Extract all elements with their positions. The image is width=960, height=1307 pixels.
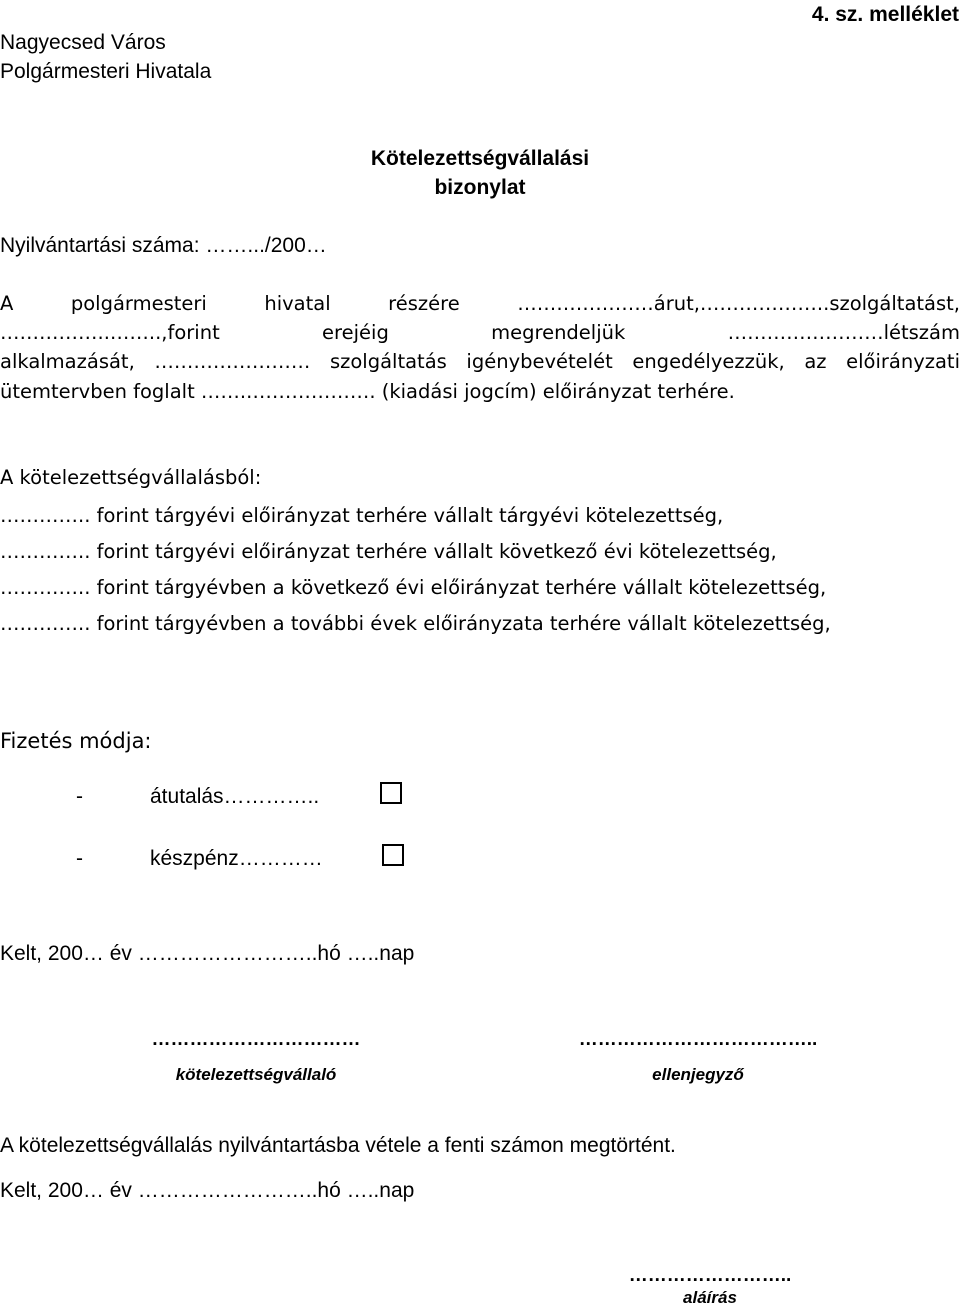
organization-office: Polgármesteri Hivatala xyxy=(0,60,212,83)
payment-heading: Fizetés módja: xyxy=(0,729,152,753)
signature-label-commitment-maker: kötelezettségvállaló xyxy=(175,1065,337,1084)
commitment-item: ………….. forint tárgyévben a további évek előirányzata terhére vállalt kötelezettség, xyxy=(0,612,831,635)
signature-label-countersigner: ellenjegyző xyxy=(652,1065,744,1084)
registration-note: A kötelezettségvállalás nyilvántartásba vétele a fenti számon megtörtént. xyxy=(0,1134,676,1157)
date-line: Kelt, 200… év ……………………..hó …..nap xyxy=(0,1179,415,1202)
intro-line-3: alkalmazását, …………………… szolgáltatás igénybevételét engedélyezzük, az előirányzati xyxy=(0,350,960,373)
document-title: Kötelezettségvállalási xyxy=(370,147,590,170)
commitments-heading: A kötelezettségvállalásból: xyxy=(0,466,262,489)
final-signature-label: aláírás xyxy=(683,1288,737,1307)
cash-checkbox[interactable] xyxy=(382,844,404,866)
final-signature-line: …………………….. xyxy=(628,1265,792,1286)
registry-number: Nyilvántartási száma: …….../200… xyxy=(0,234,327,257)
intro-line-1: A polgármesteri hivatal részére …………………árut,………………..szolgáltatást, xyxy=(0,292,960,315)
document-subtitle: bizonylat xyxy=(434,176,526,199)
intro-line-4: ütemtervben foglalt ……..………………. (kiadási jogcím) előirányzat terhére. xyxy=(0,380,735,403)
intro-line-2: ……………..……..,forint erejéig megrendeljük ……………………létszám xyxy=(0,321,960,344)
transfer-checkbox[interactable] xyxy=(380,782,402,804)
annex-label: 4. sz. melléklet xyxy=(811,3,959,26)
commitment-item: ………….. forint tárgyévben a következő évi előirányzat terhére vállalt kötelezettség, xyxy=(0,576,827,599)
signature-line-right: ……………………………….. xyxy=(578,1029,818,1050)
signature-line-left: …………………………… xyxy=(151,1029,361,1050)
organization-name: Nagyecsed Város xyxy=(0,31,166,54)
option-dash: - xyxy=(76,847,83,870)
cash-option-label: készpénz………… xyxy=(150,847,323,870)
commitment-item: ………….. forint tárgyévi előirányzat terhére vállalt következő évi kötelezettség, xyxy=(0,540,777,563)
commitment-item: ………….. forint tárgyévi előirányzat terhére vállalt tárgyévi kötelezettség, xyxy=(0,504,724,527)
option-dash: - xyxy=(76,785,83,808)
date-line: Kelt, 200… év ……………………..hó …..nap xyxy=(0,942,415,965)
transfer-option-label: átutalás………….. xyxy=(150,785,320,808)
